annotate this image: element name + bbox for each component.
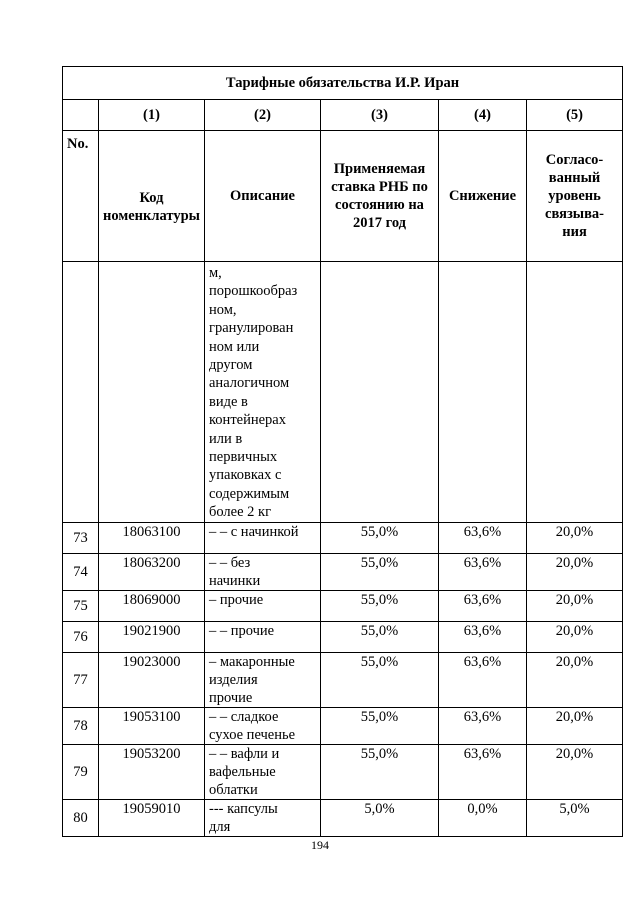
row-bound-rate: 20,0% (527, 523, 623, 554)
header-applied-line: ставка РНБ по (331, 179, 428, 195)
row-bound-rate: 20,0% (527, 622, 623, 653)
row-description (205, 523, 321, 554)
row-description (205, 653, 321, 708)
row-no: 76 (63, 622, 99, 653)
row-reduction: 63,6% (439, 745, 527, 800)
row-no: 73 (63, 523, 99, 554)
row-code: 19059010 (99, 800, 205, 837)
row-description (205, 745, 321, 800)
row-reduction: 63,6% (439, 653, 527, 708)
desc-line: ном или (209, 338, 260, 355)
row-bound-rate: 20,0% (527, 554, 623, 591)
row-no: 79 (63, 745, 99, 800)
row-code: 19053100 (99, 708, 205, 745)
desc-line: – – вафли и (209, 746, 280, 762)
desc-line: первичных (209, 449, 278, 466)
header-applied-rate (321, 131, 439, 262)
desc-line: или в (209, 430, 243, 447)
empty-cell (63, 262, 99, 523)
title-row (63, 67, 623, 100)
header-bound-rate (527, 131, 623, 262)
header-no: No. (63, 131, 99, 262)
header-bound-line: Согласо- (545, 152, 604, 168)
row-applied-rate: 55,0% (321, 591, 439, 622)
continuation-row (63, 262, 623, 523)
table-row (63, 653, 623, 708)
table-row (63, 554, 623, 591)
table-title: Тарифные обязательства И.Р. Иран (63, 67, 623, 100)
desc-line: облатки (209, 782, 258, 798)
column-number-row (63, 100, 623, 131)
desc-line: – макаронные (209, 654, 295, 670)
desc-line: --- капсулы (209, 801, 278, 817)
row-bound-rate: 20,0% (527, 591, 623, 622)
desc-line: – – прочие (209, 623, 275, 639)
row-description (205, 708, 321, 745)
row-code: 18063100 (99, 523, 205, 554)
row-bound-rate: 20,0% (527, 745, 623, 800)
empty-cell (439, 262, 527, 523)
header-code (99, 131, 205, 262)
header-reduction: Снижение (439, 131, 527, 262)
empty-cell (63, 100, 99, 131)
header-applied-line: Применяемая (333, 161, 426, 177)
header-bound-line: уровень (548, 188, 601, 204)
table-row (63, 800, 623, 837)
row-code: 19021900 (99, 622, 205, 653)
col-number-3: (3) (321, 100, 439, 131)
header-description: Описание (205, 131, 321, 262)
row-reduction: 63,6% (439, 591, 527, 622)
row-description (205, 800, 321, 837)
desc-line: – прочие (209, 592, 264, 608)
row-reduction: 63,6% (439, 554, 527, 591)
row-applied-rate: 55,0% (321, 708, 439, 745)
table-row (63, 591, 623, 622)
row-bound-rate: 20,0% (527, 708, 623, 745)
row-description (205, 554, 321, 591)
row-applied-rate: 55,0% (321, 653, 439, 708)
desc-line: для (209, 819, 231, 835)
row-bound-rate: 20,0% (527, 653, 623, 708)
row-reduction: 63,6% (439, 523, 527, 554)
desc-line: порошкообраз (209, 283, 298, 300)
row-no: 75 (63, 591, 99, 622)
row-applied-rate: 55,0% (321, 554, 439, 591)
table-row (63, 708, 623, 745)
continuation-description (205, 262, 321, 523)
row-reduction: 63,6% (439, 708, 527, 745)
desc-line: гранулирован (209, 320, 294, 337)
desc-line: контейнерах (209, 412, 286, 429)
desc-line: более 2 кг (209, 504, 272, 521)
row-no: 77 (63, 653, 99, 708)
table-row (63, 523, 623, 554)
desc-line: – – без (209, 555, 251, 571)
desc-line: изделия (209, 672, 258, 688)
row-code: 19023000 (99, 653, 205, 708)
empty-cell (527, 262, 623, 523)
header-applied-line: состоянию на (335, 197, 424, 213)
desc-line: виде в (209, 393, 248, 410)
header-bound-line: связыва- (545, 206, 605, 222)
row-description (205, 591, 321, 622)
desc-line: другом (209, 357, 253, 374)
desc-line: аналогичном (209, 375, 290, 392)
desc-line: вафельные (209, 764, 276, 780)
row-no: 74 (63, 554, 99, 591)
desc-line: начинки (209, 573, 261, 589)
table-row (63, 745, 623, 800)
desc-line: содержимым (209, 485, 290, 502)
tariff-table (62, 66, 623, 837)
row-code: 18069000 (99, 591, 205, 622)
row-code: 19053200 (99, 745, 205, 800)
desc-line: прочие (209, 690, 253, 706)
table-row (63, 622, 623, 653)
header-code-line: Код (139, 190, 164, 206)
desc-line: ном, (209, 301, 237, 318)
col-number-4: (4) (439, 100, 527, 131)
row-applied-rate: 55,0% (321, 745, 439, 800)
col-number-5: (5) (527, 100, 623, 131)
row-reduction: 63,6% (439, 622, 527, 653)
header-code-line: номенклатуры (103, 208, 200, 224)
row-code: 18063200 (99, 554, 205, 591)
col-number-2: (2) (205, 100, 321, 131)
empty-cell (321, 262, 439, 523)
empty-cell (99, 262, 205, 523)
header-row (63, 131, 623, 262)
page-number: 194 (311, 838, 329, 852)
header-applied-line: 2017 год (352, 215, 406, 231)
row-reduction: 0,0% (439, 800, 527, 837)
row-no: 78 (63, 708, 99, 745)
col-number-1: (1) (99, 100, 205, 131)
row-applied-rate: 55,0% (321, 622, 439, 653)
desc-line: м, (209, 265, 222, 281)
desc-line: – – с начинкой (209, 524, 299, 540)
header-bound-line: ния (562, 224, 587, 240)
header-bound-line: ванный (548, 170, 601, 186)
row-no: 80 (63, 800, 99, 837)
row-applied-rate: 5,0% (321, 800, 439, 837)
desc-line: упаковках с (209, 467, 282, 484)
row-description (205, 622, 321, 653)
desc-line: – – сладкое (209, 709, 279, 725)
row-bound-rate: 5,0% (527, 800, 623, 837)
row-applied-rate: 55,0% (321, 523, 439, 554)
desc-line: сухое печенье (209, 727, 296, 743)
